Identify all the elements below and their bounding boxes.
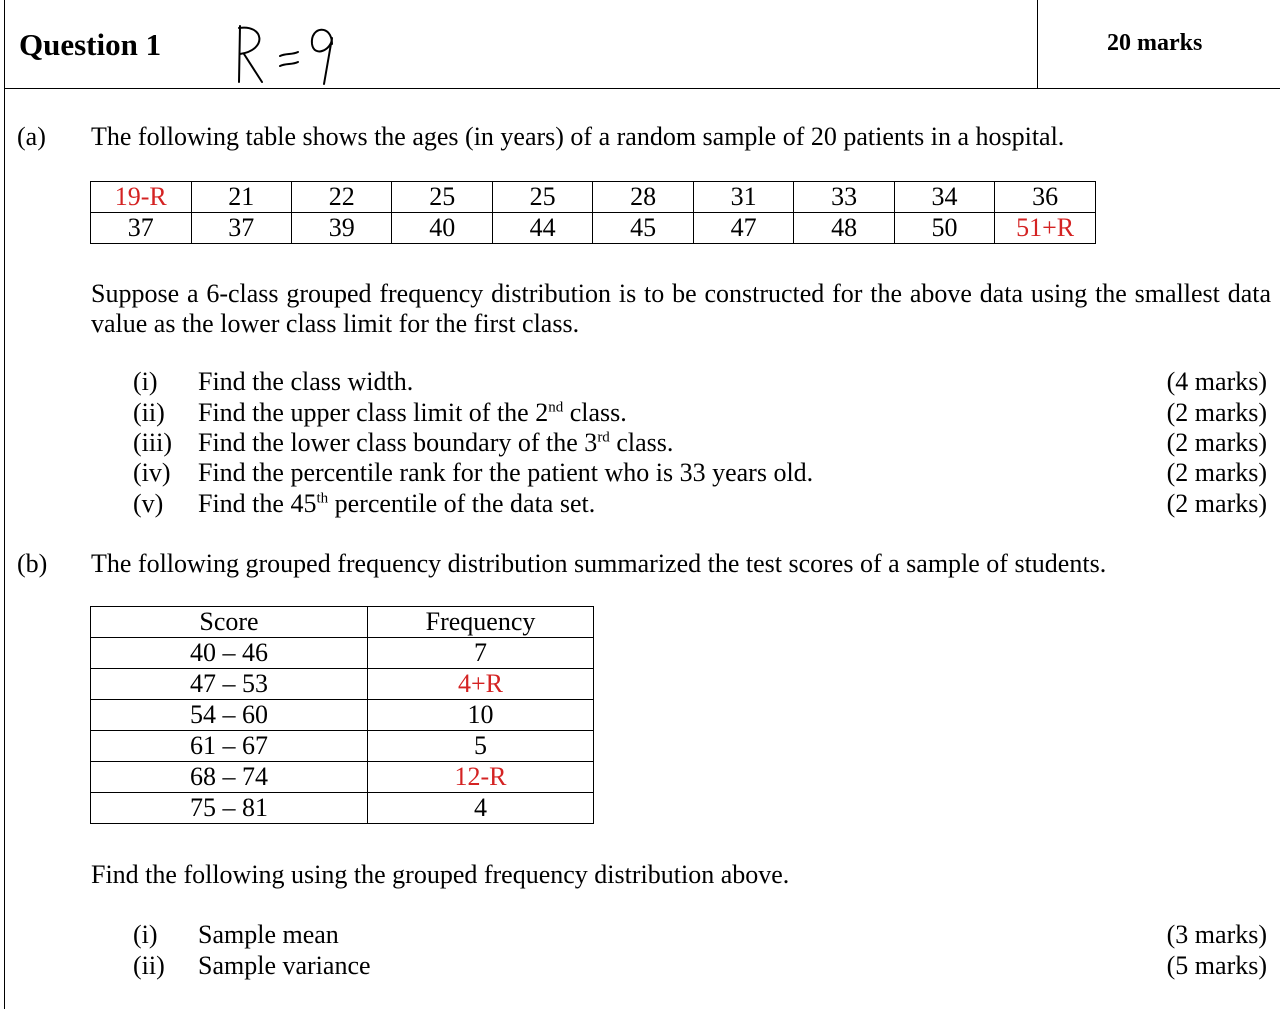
frequency-cell: 5 (368, 731, 594, 762)
frequency-table-header-row (91, 607, 594, 638)
frequency-table-row (91, 700, 594, 731)
question-number: (i) (133, 367, 158, 396)
frequency-table-row (91, 669, 594, 700)
age-cell: 51+R (995, 213, 1096, 244)
age-cell: 25 (392, 182, 492, 213)
age-cell: 31 (693, 182, 793, 213)
question-number: (ii) (133, 398, 165, 427)
frequency-table-row (91, 793, 594, 824)
question-marks: (2 marks) (1166, 398, 1267, 427)
score-cell: 54 – 60 (91, 700, 368, 731)
age-cell: 34 (894, 182, 994, 213)
part-a-label: (a) (17, 122, 46, 151)
frequency-cell: 12-R (368, 762, 594, 793)
question-text: Sample mean (198, 920, 339, 949)
question-text-main: Find the percentile rank for the patient who is 33 years old. (198, 458, 814, 487)
frequency-table-row (91, 762, 594, 793)
age-cell: 44 (492, 213, 592, 244)
age-cell: 47 (693, 213, 793, 244)
question-text-main: Find the lower class boundary of the 3 (198, 428, 598, 457)
frequency-column-header: Frequency (368, 607, 594, 638)
frequency-cell: 4 (368, 793, 594, 824)
score-cell: 68 – 74 (91, 762, 368, 793)
question-text (198, 428, 673, 458)
ordinal-suffix: th (316, 490, 329, 507)
ages-table (90, 181, 1096, 244)
score-cell: 61 – 67 (91, 731, 368, 762)
question-marks: (2 marks) (1166, 428, 1267, 457)
total-marks: 20 marks (1107, 30, 1203, 56)
age-cell: 33 (794, 182, 894, 213)
part-b-instruction: Find the following using the grouped frequency distribution above. (91, 860, 790, 889)
age-cell: 37 (191, 213, 291, 244)
frequency-cell: 7 (368, 638, 594, 669)
frequency-table-row (91, 638, 594, 669)
age-cell: 19-R (91, 182, 192, 213)
ages-row (91, 182, 1096, 213)
question-text-rest: class. (563, 398, 627, 427)
age-cell: 28 (593, 182, 693, 213)
age-cell: 25 (492, 182, 592, 213)
question-number: (v) (133, 489, 164, 518)
question-text (198, 489, 595, 519)
question-marks: (2 marks) (1166, 489, 1267, 518)
age-cell: 36 (995, 182, 1096, 213)
age-cell: 37 (91, 213, 192, 244)
question-text (198, 458, 813, 488)
handwritten-note-r-equals-9 (228, 22, 338, 88)
frequency-cell: 10 (368, 700, 594, 731)
age-cell: 21 (191, 182, 291, 213)
question-marks: (2 marks) (1166, 458, 1267, 487)
age-cell: 48 (794, 213, 894, 244)
question-text-main: Find the class width. (198, 367, 414, 396)
score-column-header: Score (91, 607, 368, 638)
question-number: (ii) (133, 951, 165, 980)
part-a-intro: The following table shows the ages (in years) of a random sample of 20 patients in a hospital. (91, 122, 1065, 151)
question-text: Sample variance (198, 951, 371, 980)
question-text (198, 398, 627, 428)
question-number: (iii) (133, 428, 172, 457)
header-bottom-border (4, 88, 1280, 89)
header-divider (1037, 0, 1038, 89)
ordinal-suffix: nd (548, 399, 564, 416)
question-text-rest: class. (609, 428, 674, 457)
question-text (198, 367, 413, 397)
question-text-main: Find the 45 (198, 489, 317, 518)
part-b-label: (b) (17, 549, 48, 578)
ages-row (91, 213, 1096, 244)
question-marks: (4 marks) (1166, 367, 1267, 396)
question-title: Question 1 (19, 27, 162, 62)
frequency-table (90, 606, 594, 824)
frame-left-border (4, 0, 5, 1009)
frequency-cell: 4+R (368, 669, 594, 700)
question-text-main: Find the upper class limit of the 2 (198, 398, 549, 427)
age-cell: 22 (292, 182, 392, 213)
question-number: (iv) (133, 458, 171, 487)
age-cell: 40 (392, 213, 492, 244)
age-cell: 39 (292, 213, 392, 244)
age-cell: 45 (593, 213, 693, 244)
age-cell: 50 (894, 213, 994, 244)
ordinal-suffix: rd (597, 429, 610, 446)
score-cell: 40 – 46 (91, 638, 368, 669)
question-marks: (3 marks) (1166, 920, 1267, 949)
question-number: (i) (133, 920, 158, 949)
part-b-intro: The following grouped frequency distribution summarized the test scores of a sample of students. (91, 549, 1107, 578)
frequency-table-row (91, 731, 594, 762)
part-a-instruction: Suppose a 6-class grouped frequency distribution is to be constructed for the above data using the smallest data value as the lower class limit for the first class. (91, 279, 1271, 338)
score-cell: 47 – 53 (91, 669, 368, 700)
question-marks: (5 marks) (1166, 951, 1267, 980)
score-cell: 75 – 81 (91, 793, 368, 824)
question-text-rest: percentile of the data set. (328, 489, 596, 518)
